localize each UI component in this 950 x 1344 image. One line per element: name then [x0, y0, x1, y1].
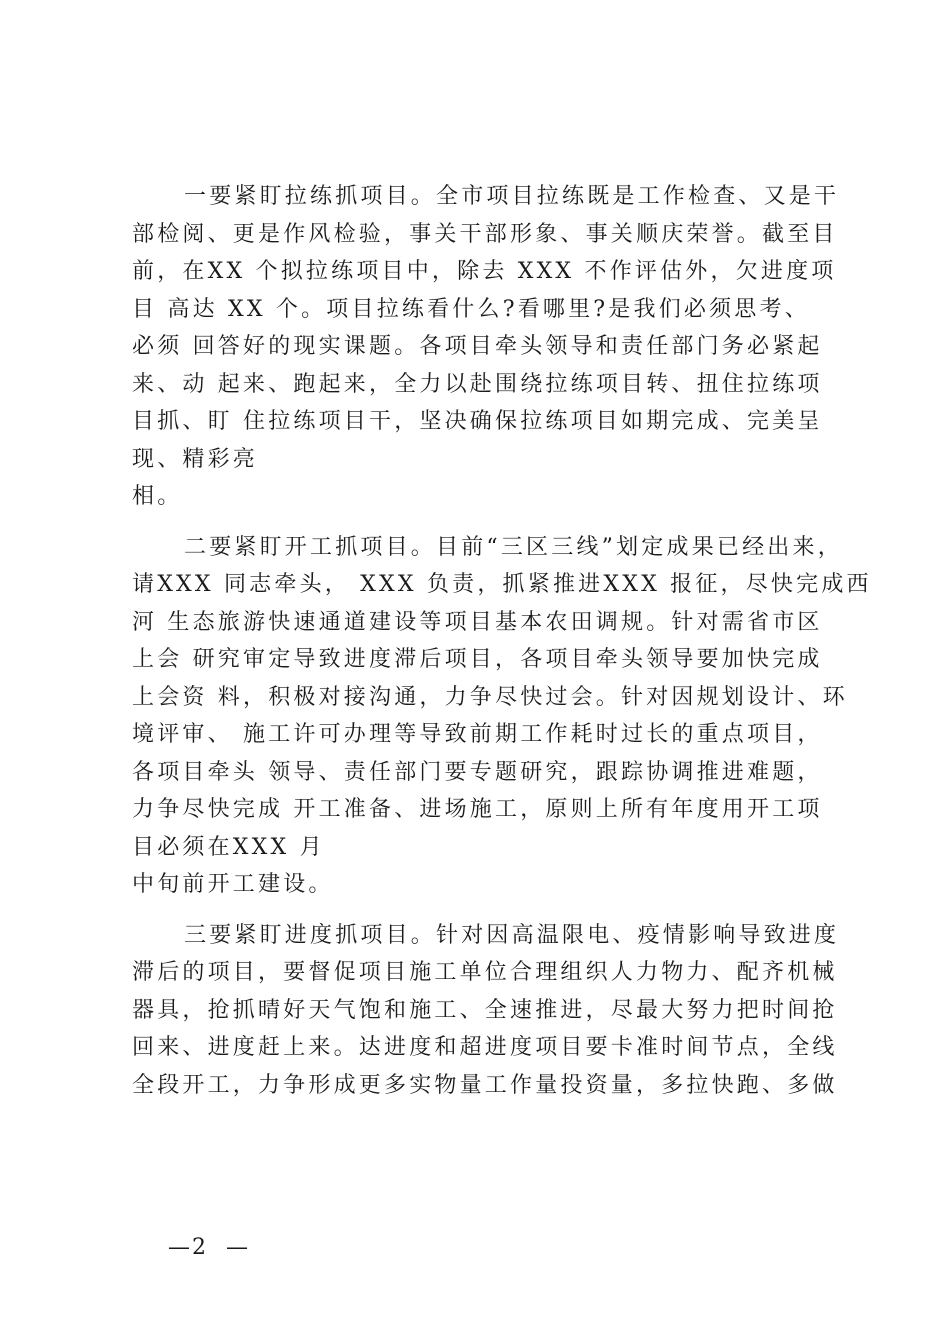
- text-line: 河 生态旅游快速通道建设等项目基本农田调规。针对需省市区: [132, 609, 823, 635]
- text-line: 部检阅、更是作风检验，事关干部形象、事关顺庆荣誉。截至目: [132, 221, 838, 247]
- paragraph-2: [132, 529, 872, 904]
- paragraph-3: [132, 917, 840, 1105]
- text-line: 器具，抢抓晴好天气饱和施工、全速推进，尽最大努力把时间抢: [132, 997, 838, 1023]
- text-line: 力争尽快完成 开工准备、进场施工，原则上所有年度用开工项: [132, 797, 823, 822]
- text-line: 三要紧盯进度抓项目。针对因高温限电、疫情影响导致进度: [184, 922, 840, 948]
- text-line: 一要紧盯拉练抓项目。全市项目拉练既是工作检查、又是干: [184, 184, 840, 209]
- text-line: 来、动 起来、跑起来，全力以赴围绕拉练项目转、扭住拉练项: [132, 371, 823, 397]
- page-number: —2 —: [168, 1235, 250, 1260]
- text-line: 相。: [132, 484, 183, 509]
- text-line: 目抓、盯 住拉练项目干，坚决确保拉练项目如期完成、完美呈: [132, 409, 823, 434]
- text-line: 各项目牵头 领导、责任部门要专题研究，跟踪协调推进难题，: [132, 759, 823, 785]
- text-line: 滞后的项目，要督促项目施工单位合理组织人力物力、配齐机械: [132, 960, 838, 985]
- text-line: 目必须在XXX 月: [132, 834, 325, 860]
- text-line: 二要紧盯开工抓项目。目前“三区三线”划定成果已经出来，: [184, 534, 843, 560]
- text-line: 中旬前开工建设。: [132, 872, 334, 897]
- text-line: 现、精彩亮: [132, 446, 259, 472]
- text-line: 前，在XX 个拟拉练项目中，除去 XXX 不作评估外，欠进度项: [132, 259, 837, 284]
- paragraph-1: [132, 178, 840, 516]
- text-line: 目 高达 XX 个。项目拉练看什么?看哪里?是我们必须思考、: [132, 296, 810, 322]
- text-line: 全段开工，力争形成更多实物量工作量投资量，多拉快跑、多做: [132, 1072, 838, 1098]
- text-line: 必须 回答好的现实课题。各项目牵头领导和责任部门务必紧起: [132, 334, 823, 359]
- text-line: 上会 研究审定导致进度滞后项目，各项目牵头领导要加快完成: [132, 647, 823, 672]
- text-line: 境评审、 施工许可办理等导致前期工作耗时过长的重点项目，: [132, 722, 823, 747]
- text-line: 请XXX 同志牵头， XXX 负责，抓紧推进XXX 报征，尽快完成西: [132, 572, 872, 597]
- text-line: 回来、进度赶上来。达进度和超进度项目要卡准时间节点，全线: [132, 1035, 838, 1060]
- body-text: [132, 178, 872, 1104]
- text-line: 上会资 料，积极对接沟通，力争尽快过会。针对因规划设计、环: [132, 684, 848, 710]
